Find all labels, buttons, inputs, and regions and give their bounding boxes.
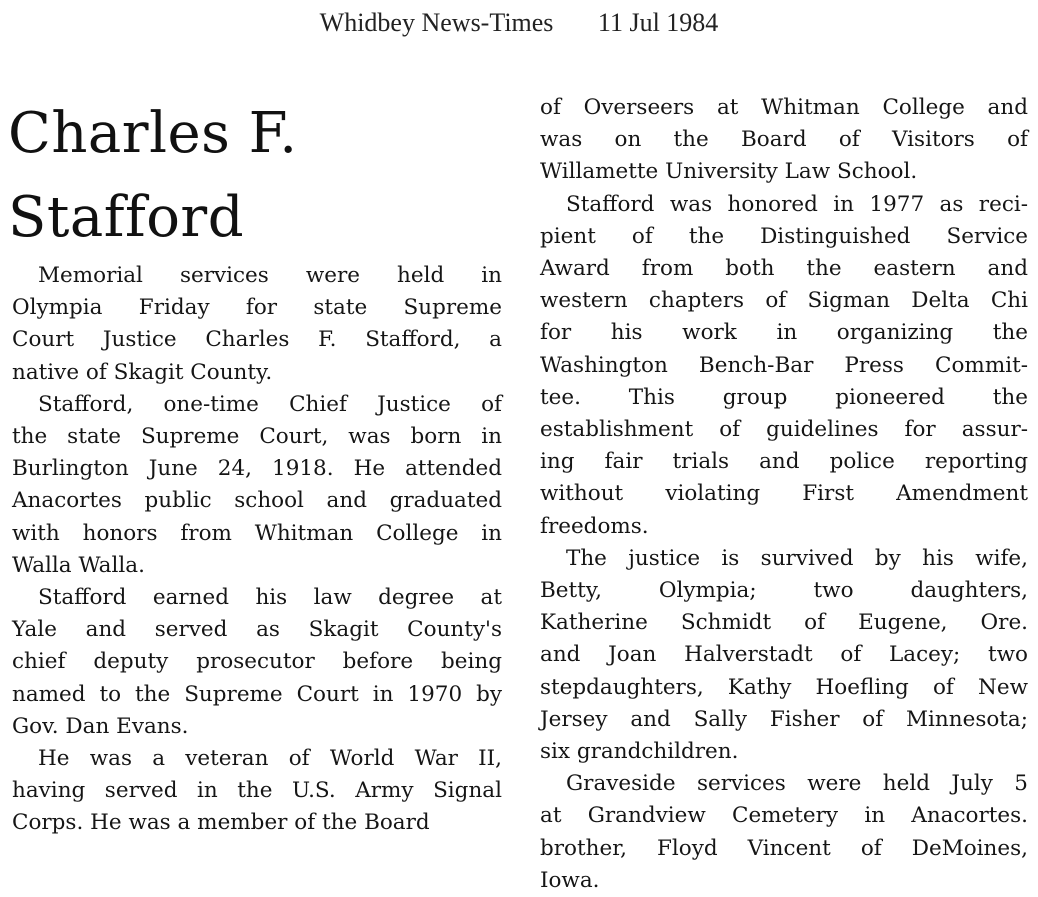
article-paragraph	[540, 189, 1028, 543]
masthead	[0, 8, 1038, 38]
article-line: pient of the Distinguished Service	[540, 223, 1028, 249]
article-paragraph	[12, 743, 502, 840]
article-paragraph	[540, 768, 1028, 897]
article-line: ing fair trials and police reporting	[540, 449, 1028, 475]
article-line: establishment of guidelines for assur-	[540, 417, 1028, 443]
article-line: Betty, Olympia; two daughters,	[540, 578, 1028, 604]
article-line: Gov. Dan Evans.	[12, 713, 189, 739]
article-line: having served in the U.S. Army Signal	[12, 778, 502, 804]
right-column-body	[540, 92, 1028, 897]
article-line: Willamette University Law School.	[540, 159, 918, 185]
article-line: tee. This group pioneered the	[540, 384, 1028, 410]
article-paragraph	[12, 260, 502, 389]
article-line: Memorial services were held in	[38, 263, 502, 288]
article-line: stepdaughters, Kathy Hoefling of New	[540, 674, 1028, 700]
publication-date: 11 Jul 1984	[597, 8, 719, 37]
article-line: Graveside services were held July 5	[566, 771, 1028, 797]
article-line: Stafford was honored in 1977 as reci-	[566, 191, 1028, 217]
article-line: without violating First Amendment	[540, 481, 1028, 507]
article-line: Washington Bench-Bar Press Commit-	[540, 352, 1028, 378]
left-column	[8, 92, 502, 840]
article-line: was on the Board of Visitors of	[540, 127, 1028, 153]
publication-name: Whidbey News-Times	[319, 8, 554, 37]
article-paragraph	[540, 543, 1028, 768]
article-line: six grandchildren.	[540, 739, 739, 765]
left-column-body	[12, 260, 502, 840]
article-line: freedoms.	[540, 513, 649, 539]
headline	[8, 92, 502, 260]
article-line: named to the Supreme Court in 1970 by	[12, 681, 502, 707]
article-paragraph	[540, 92, 1028, 189]
headline-line: Stafford	[8, 185, 245, 250]
right-column	[540, 92, 1028, 897]
headline-line: Charles F.	[8, 101, 298, 166]
article-line: Olympia Friday for state Supreme	[12, 295, 502, 321]
article-line: western chapters of Sigman Delta Chi	[540, 288, 1028, 314]
article-line: He was a veteran of World War II,	[38, 746, 502, 772]
article-line: Jersey and Sally Fisher of Minnesota;	[540, 706, 1028, 732]
article-line: at Grandview Cemetery in Anacortes.	[540, 803, 1028, 829]
article-line: Walla Walla.	[12, 552, 145, 578]
article-line: Katherine Schmidt of Eugene, Ore.	[540, 610, 1028, 636]
article-line: brother, Floyd Vincent of DeMoines,	[540, 835, 1028, 861]
article-line: Court Justice Charles F. Stafford, a	[12, 327, 502, 353]
article-line: Yale and served as Skagit County's	[12, 617, 502, 643]
article-paragraph	[12, 582, 502, 743]
article-line: the state Supreme Court, was born in	[12, 424, 502, 450]
article-line: Anacortes public school and graduated	[12, 488, 502, 514]
article-line: for his work in organizing the	[540, 320, 1028, 346]
article-line: and Joan Halverstadt of Lacey; two	[540, 642, 1028, 668]
article-paragraph	[12, 389, 502, 582]
article-line: Burlington June 24, 1918. He attended	[12, 456, 502, 482]
article-line: Corps. He was a member of the Board	[12, 810, 430, 836]
article-line: with honors from Whitman College in	[12, 520, 502, 546]
article-line: chief deputy prosecutor before being	[12, 649, 502, 675]
article-line: Iowa.	[540, 867, 600, 893]
article-line: The justice is survived by his wife,	[566, 545, 1028, 571]
article-line: of Overseers at Whitman College and	[540, 95, 1028, 120]
article-line: native of Skagit County.	[12, 359, 273, 385]
article-line: Stafford earned his law degree at	[38, 585, 502, 611]
article-line: Award from both the eastern and	[540, 256, 1028, 282]
article-line: Stafford, one-time Chief Justice of	[38, 391, 502, 417]
